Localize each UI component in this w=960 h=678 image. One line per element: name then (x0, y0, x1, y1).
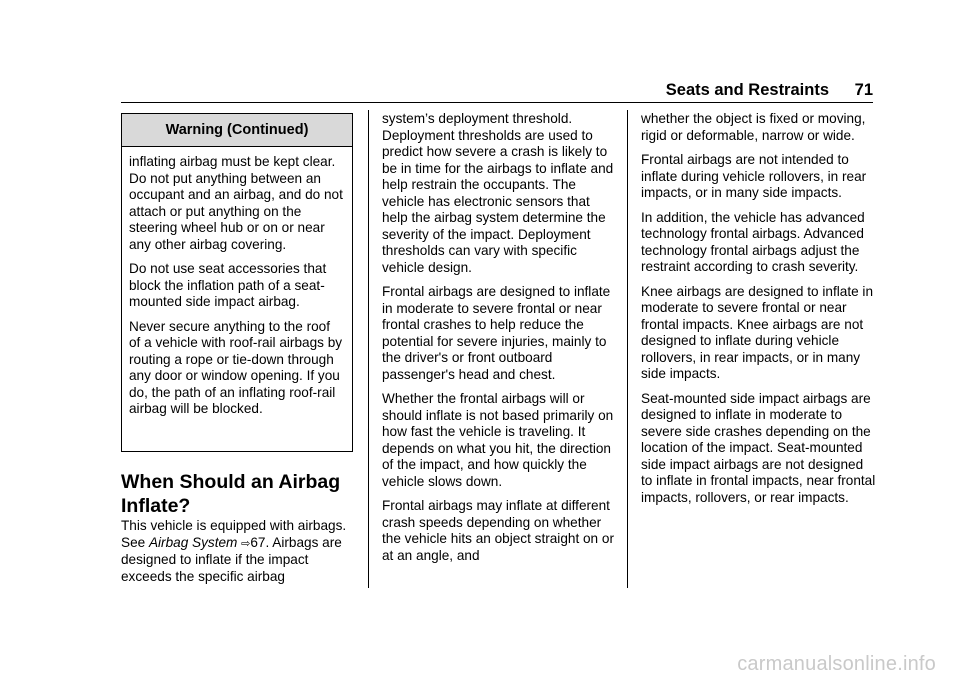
column-2-text (382, 111, 618, 572)
header-rule (121, 102, 873, 103)
cross-reference-link[interactable]: Airbag System (148, 534, 238, 550)
column-3-text (641, 111, 877, 514)
body-paragraph: In addition, the vehicle has advanced technology frontal airbags. Advanced technology frontal airbags adjust the restraint according to crash severity. (641, 209, 865, 274)
body-paragraph: Seat-mounted side impact airbags are designed to inflate in moderate to severe side crashes depending on the location of the impact. Seat-mounted side impact airbags are not designed to inflate in frontal impacts, near frontal impacts, rollovers, or rear impacts. (641, 390, 876, 505)
body-paragraph: Whether the frontal airbags will or should inflate is not based primarily on how fast the vehicle is traveling. It depends on what you hit, the direction of the impact, and how quickly the vehicle slows down. (382, 391, 614, 489)
warning-title: Warning (Continued) (122, 114, 352, 147)
intro-text-continued: . Airbags are designed to inflate if the impact exceeds the specific airbag (121, 534, 342, 584)
body-paragraph: Frontal airbags may inflate at different crash speeds depending on whether the vehicle hits an object straight on or at an angle, and (382, 498, 614, 563)
column-divider-2 (627, 110, 628, 588)
body-paragraph: Frontal airbags are designed to inflate in moderate to severe frontal or near frontal crashes to help reduce the potential for severe injuries, mainly to the driver's or front outboard passenger's head and chest. (382, 284, 611, 382)
page-header (121, 80, 873, 103)
body-paragraph: system’s deployment threshold. Deployment thresholds are used to predict how severe a crash is likely to be in time for the airbags to inflate and help restrain the occupants. The vehicle has electronic sensors that help the airbag system determine the severity of the impact. Deployment thresholds can vary with specific vehicle design. (382, 111, 614, 275)
watermark: carmanualsonline.info (737, 653, 936, 675)
cross-reference-page[interactable]: 67 (250, 534, 266, 550)
column-1-text (121, 518, 361, 593)
warning-box (121, 113, 353, 452)
warning-paragraph: Do not use seat accessories that block the inflation path of a seat-mounted side impact airbag. (129, 261, 327, 309)
section-title: Seats and Restraints (665, 81, 829, 99)
body-paragraph: whether the object is fixed or moving, rigid or deformable, narrow or wide. (641, 111, 866, 143)
column-divider-1 (368, 110, 369, 588)
body-paragraph: Knee airbags are designed to inflate in moderate to severe frontal or near frontal impacts. Knee airbags are not designed to inflate during vehicle rollovers, in rear impacts, or in many side impacts. (641, 283, 874, 381)
warning-body (122, 147, 352, 418)
warning-paragraph: Never secure anything to the roof of a vehicle with roof-rail airbags by routing a rope or tie-down through any door or window opening. If you do, the path of an inflating roof-rail airbag will be blocked. (129, 318, 343, 416)
warning-paragraph: inflating airbag must be kept clear. Do not put anything between an occupant and an airbag, and do not attach or put anything on the steering wheel hub or on or near any other airbag covering. (129, 154, 343, 252)
page-number: 71 (854, 81, 873, 99)
intro-paragraph (121, 518, 361, 585)
page-ref-icon: ⇨ (241, 537, 251, 550)
intro-text: This vehicle is equipped with airbags. See (121, 518, 347, 550)
section-heading: When Should an Airbag Inflate? (121, 471, 341, 517)
body-paragraph: Frontal airbags are not intended to inflate during vehicle rollovers, in rear impacts, or in many side impacts. (641, 152, 867, 200)
